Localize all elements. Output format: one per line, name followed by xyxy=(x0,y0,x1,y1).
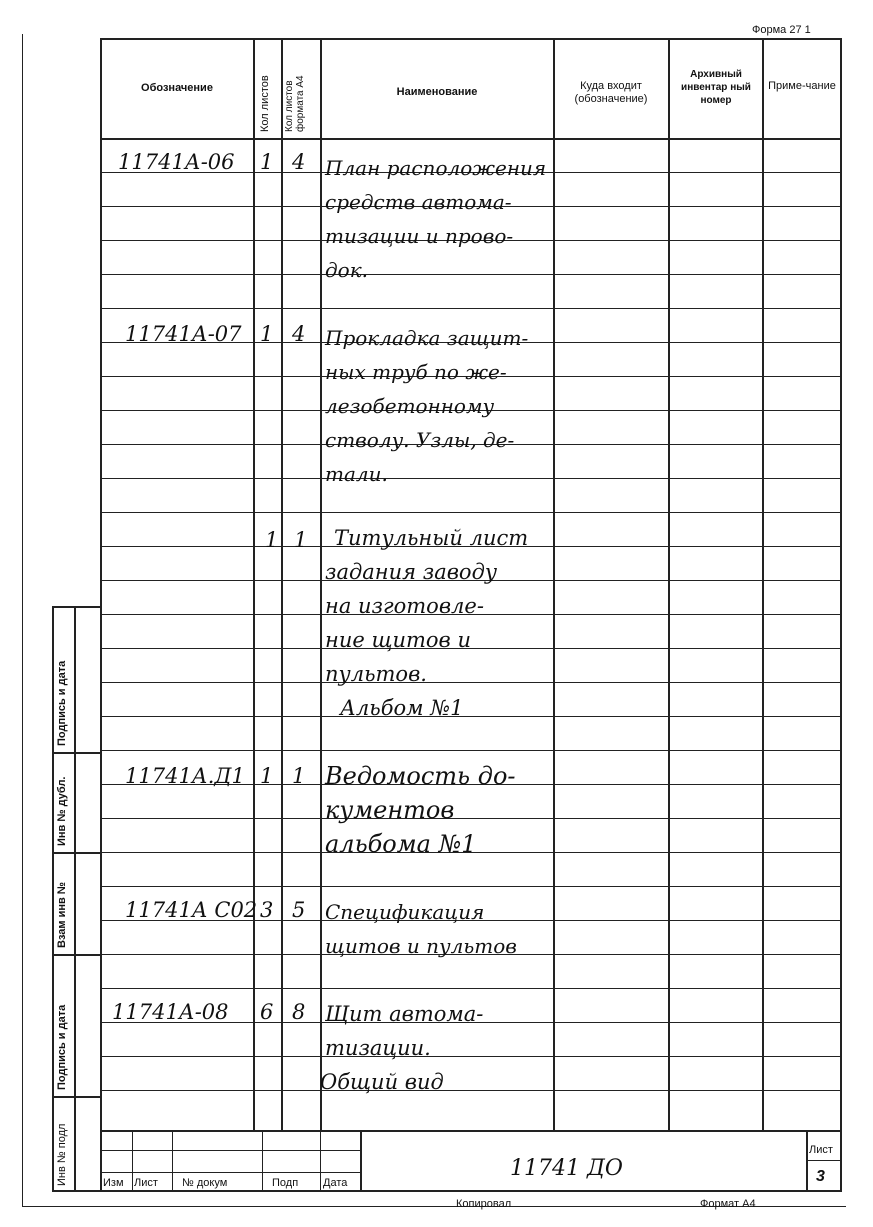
header-a4-sheet-count: Кол листов формата А4 xyxy=(284,75,306,132)
entry-name-line: задания заводу xyxy=(325,560,498,584)
entry-a4: 1 xyxy=(292,764,306,788)
col-line-5 xyxy=(668,38,670,1130)
tb-col-sign: Подп xyxy=(272,1177,299,1189)
entry-name-line: пультов. xyxy=(325,662,427,686)
footer-copied: Копировал xyxy=(456,1198,512,1210)
tb-sheet-number: 3 xyxy=(816,1168,825,1185)
header-name: Наименование xyxy=(396,86,478,98)
header-bottom-line xyxy=(100,138,842,140)
title-block-col xyxy=(320,1130,321,1192)
entry-name-line: альбома №1 xyxy=(325,830,477,858)
entry-a4: 5 xyxy=(292,898,306,922)
entry-name-line: тизации. xyxy=(325,1036,431,1060)
col-line-3 xyxy=(320,38,322,1130)
entry-name-line: кументов xyxy=(325,796,455,824)
entry-designation: 11741А С02 xyxy=(125,898,258,922)
header-designation: Обозначение xyxy=(141,82,213,94)
entry-name-line: док. xyxy=(325,258,369,282)
tb-col-doc: № докум xyxy=(182,1177,228,1189)
side-label-inv-dup: Инв № дубл. xyxy=(56,776,68,846)
entry-name-line: ных труб по же- xyxy=(325,360,507,384)
side-line-4 xyxy=(52,1096,100,1098)
entry-designation: 11741А-07 xyxy=(125,322,242,346)
entry-a4: 4 xyxy=(292,150,306,174)
entry-name-line: тизации и прово- xyxy=(325,224,514,248)
entry-name-line: стволу. Узлы, де- xyxy=(325,428,515,452)
entry-sheets: 1 xyxy=(265,528,279,552)
entry-a4: 4 xyxy=(292,322,306,346)
entry-name-line: средств автома- xyxy=(325,190,512,214)
entry-name-line: щитов и пультов xyxy=(325,934,517,958)
entry-name-line: на изготовле- xyxy=(325,594,484,618)
entry-name-line: Ведомость до- xyxy=(325,762,516,790)
title-block-row xyxy=(100,1172,360,1173)
entry-name-line: Щит автома- xyxy=(325,1002,484,1026)
entry-designation: 11741А-08 xyxy=(112,1000,229,1024)
entry-name-line: Общий вид xyxy=(320,1070,444,1094)
title-block-col xyxy=(262,1130,263,1192)
entry-name-line: Альбом №1 xyxy=(340,696,464,720)
col-line-4 xyxy=(553,38,555,1130)
tb-col-change: Изм xyxy=(103,1177,124,1189)
title-block-col xyxy=(360,1130,362,1192)
entry-sheets: 3 xyxy=(260,898,274,922)
entry-designation: 11741А.Д1 xyxy=(125,764,245,788)
side-label-inv-orig: Инв № подл xyxy=(56,1123,68,1186)
side-label-sign-date: Подпись и дата xyxy=(56,660,68,746)
footer-format: Формат А4 xyxy=(700,1198,756,1210)
side-stamp-divider xyxy=(74,606,76,1192)
entry-name-line: лезобетонному xyxy=(325,394,495,418)
entry-name-line: ние щитов и xyxy=(325,628,471,652)
title-block-row xyxy=(100,1150,360,1151)
title-block-top xyxy=(100,1130,842,1132)
header-note: Приме-чание xyxy=(768,80,836,92)
entry-sheets: 6 xyxy=(260,1000,274,1024)
entry-name-line: тали. xyxy=(325,462,388,486)
side-label-replace-inv: Взам инв № xyxy=(56,881,68,948)
header-where-used: Куда входит (обозначение) xyxy=(574,80,648,105)
title-block-row xyxy=(806,1160,842,1161)
side-line-3 xyxy=(52,954,100,956)
page-left-border xyxy=(22,34,23,1206)
side-label-sign-date: Подпись и дата xyxy=(56,1004,68,1090)
title-block-col xyxy=(132,1130,133,1192)
entry-a4: 8 xyxy=(292,1000,306,1024)
title-block-col xyxy=(172,1130,173,1192)
col-line-6 xyxy=(762,38,764,1130)
form-label: Форма 27 1 xyxy=(752,24,811,36)
tb-col-sheet: Лист xyxy=(134,1177,158,1189)
entry-sheets: 1 xyxy=(260,764,274,788)
tb-col-date: Дата xyxy=(323,1177,348,1189)
entry-sheets: 1 xyxy=(260,150,274,174)
side-line-1 xyxy=(52,752,100,754)
entry-name-line: Спецификация xyxy=(325,900,485,924)
col-line-1 xyxy=(253,38,255,1130)
side-line-2 xyxy=(52,852,100,854)
entry-name-line: Прокладка защит- xyxy=(325,326,529,350)
entry-name-line: План расположения xyxy=(325,156,547,180)
entry-name-line: Титульный лист xyxy=(334,526,529,550)
tb-sheet-label: Лист xyxy=(809,1144,833,1156)
doc-code: 11741 ДО xyxy=(510,1156,623,1181)
header-archive-number: Архивный инвентар ный номер xyxy=(681,69,751,106)
col-line-2 xyxy=(281,38,283,1130)
entry-designation: 11741А-06 xyxy=(118,150,235,174)
header-sheet-count: Кол листов xyxy=(259,75,271,132)
entry-sheets: 1 xyxy=(260,322,274,346)
title-block-col xyxy=(806,1130,808,1192)
entry-a4: 1 xyxy=(294,528,308,552)
